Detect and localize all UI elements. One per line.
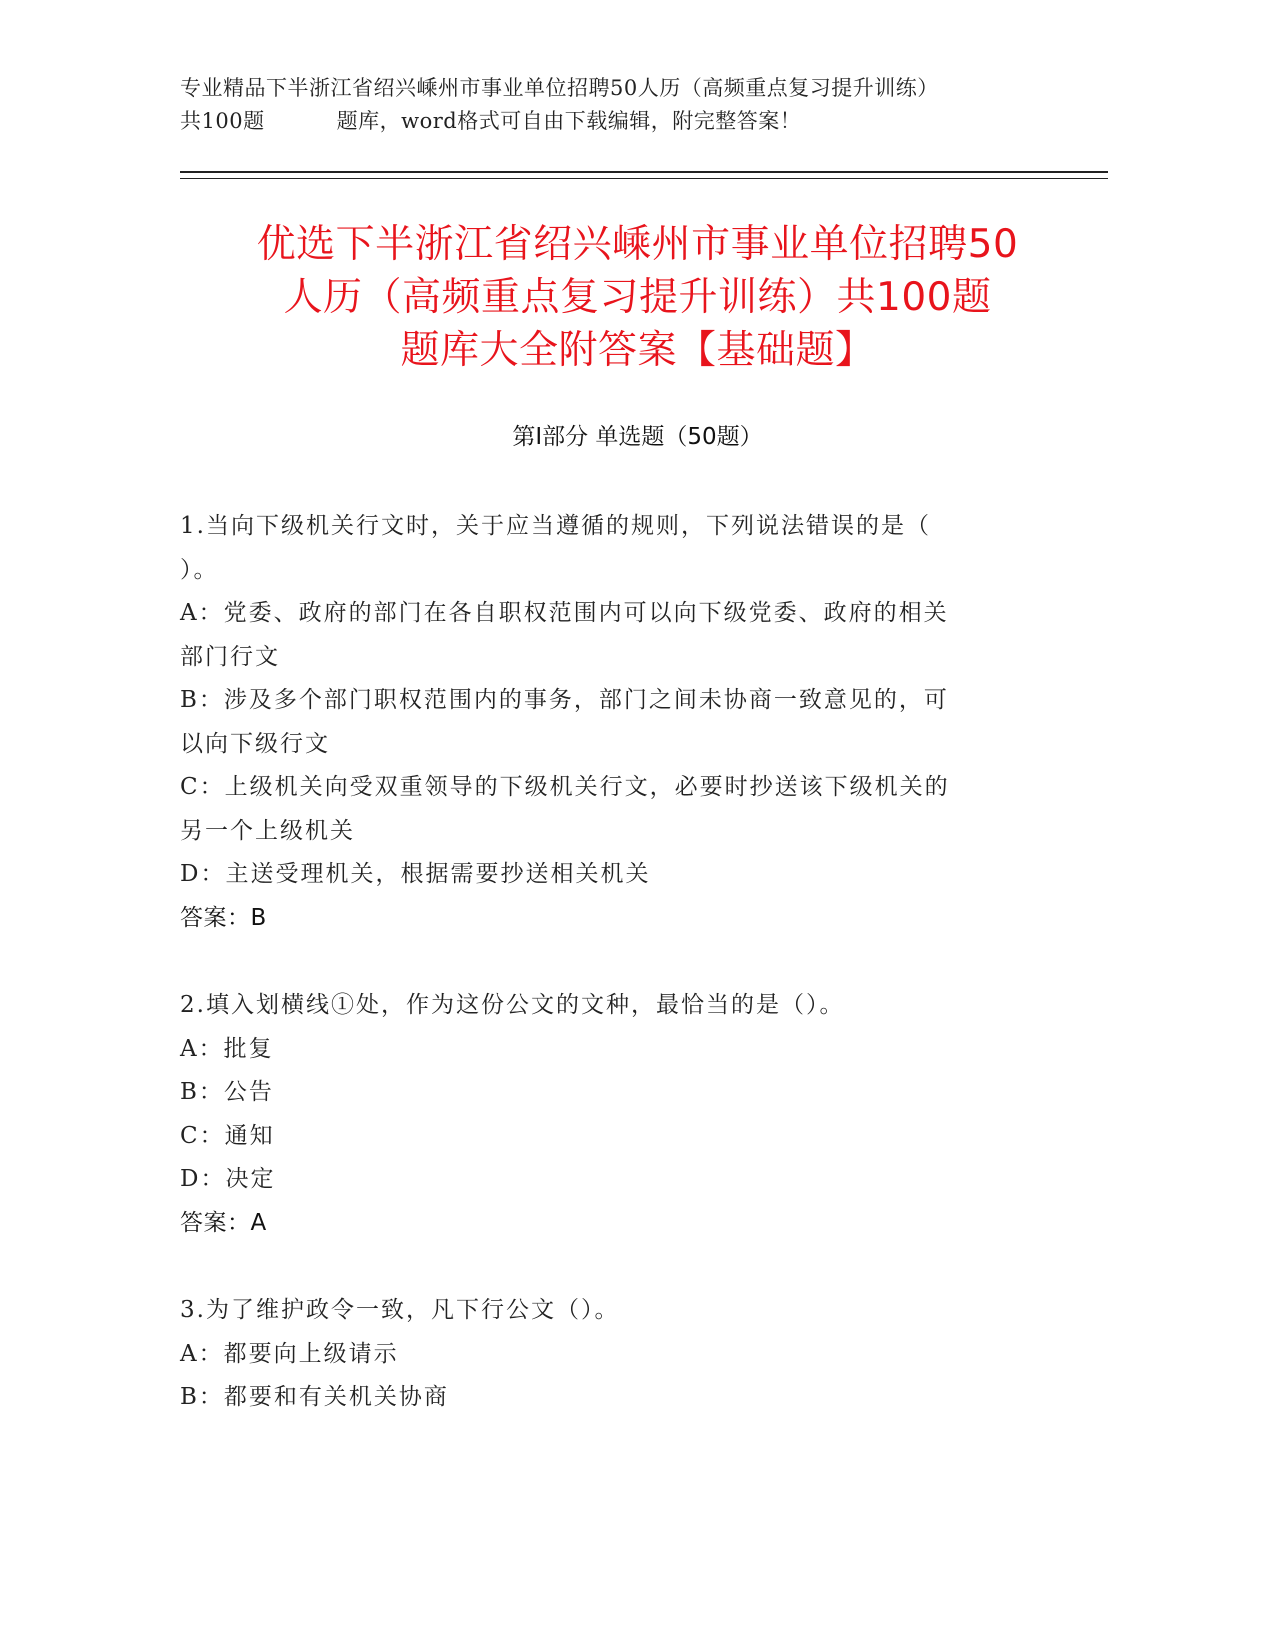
option-c-continued: 另一个上级机关 — [180, 817, 355, 844]
question-stem: 2.填入划横线①处，作为这份公文的文种，最恰当的是（）。 — [180, 992, 845, 1018]
title-line-2: 人历（高频重点复习提升训练）共100题 — [283, 275, 992, 320]
option-b: B：涉及多个部门职权范围内的事务，部门之间未协商一致意见的，可 — [180, 687, 949, 713]
option-b: B：公告 — [180, 1079, 274, 1105]
question-2 — [180, 984, 1030, 1245]
option-b-continued: 以向下级行文 — [180, 730, 330, 757]
question-stem-continued: ）。 — [180, 556, 219, 583]
option-d: D：决定 — [180, 1166, 276, 1192]
page-header — [180, 72, 1100, 138]
question-3 — [180, 1289, 1030, 1420]
document-title — [150, 218, 1125, 377]
header-line-2 — [180, 105, 1100, 138]
option-a-continued: 部门行文 — [180, 643, 280, 670]
option-a: A：批复 — [180, 1035, 274, 1062]
option-a: A：都要向上级请示 — [180, 1340, 399, 1367]
question-1 — [180, 505, 1030, 940]
answer: 答案：B — [180, 904, 267, 931]
option-c: C：通知 — [180, 1122, 275, 1149]
header-divider-thin — [180, 178, 1108, 179]
header-description: 题库，word格式可自由下载编辑，附完整答案！ — [336, 109, 802, 133]
question-stem: 3.为了维护政令一致，凡下行公文（）。 — [180, 1297, 620, 1323]
header-question-count: 共100题 — [180, 109, 265, 133]
option-d: D：主送受理机关，根据需要抄送相关机关 — [180, 861, 651, 887]
header-line-1: 专业精品下半浙江省绍兴嵊州市事业单位招聘50人历（高频重点复习提升训练） — [180, 76, 939, 100]
option-a: A：党委、政府的部门在各自职权范围内可以向下级党委、政府的相关 — [180, 600, 949, 626]
question-list — [180, 505, 1030, 1420]
option-b: B：都要和有关机关协商 — [180, 1384, 449, 1410]
title-line-1: 优选下半浙江省绍兴嵊州市事业单位招聘50 — [256, 222, 1019, 267]
header-divider-thick — [180, 171, 1108, 173]
section-heading: 第Ⅰ部分 单选题（50题） — [512, 424, 763, 450]
answer: 答案：A — [180, 1209, 267, 1236]
question-stem: 1.当向下级机关行文时，关于应当遵循的规则，下列说法错误的是（ — [180, 513, 931, 539]
title-line-3: 题库大全附答案【基础题】 — [400, 328, 875, 373]
option-c: C：上级机关向受双重领导的下级机关行文，必要时抄送该下级机关的 — [180, 774, 950, 800]
